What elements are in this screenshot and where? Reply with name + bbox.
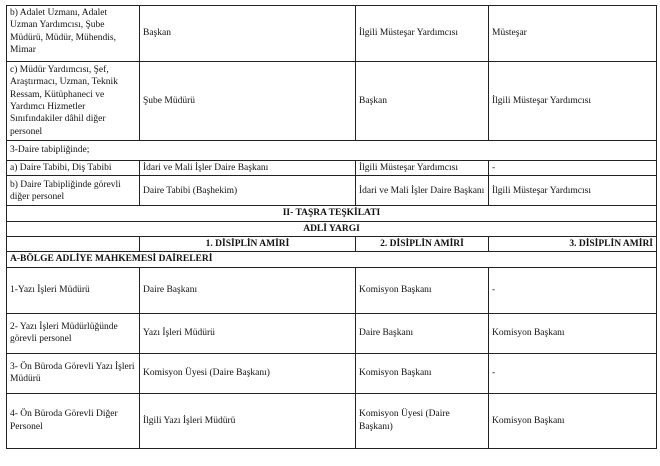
second-superior-cell: Komisyon Başkanı <box>356 267 489 313</box>
table-row <box>7 353 657 393</box>
first-superior-cell: Komisyon Üyesi (Daire Başkanı) <box>140 353 356 393</box>
third-superior-cell: - <box>489 353 657 393</box>
first-superior-cell: Daire Tabibi (Başhekim) <box>140 176 356 206</box>
position-cell: a) Daire Tabibi, Diş Tabibi <box>7 161 140 176</box>
table-row <box>7 267 657 313</box>
header-blank-cell <box>7 237 140 252</box>
position-cell: 4- Ön Büroda Görevli Diğer Personel <box>7 393 140 448</box>
first-superior-cell: Başkan <box>140 6 356 62</box>
discipline-table <box>6 5 657 449</box>
table-row <box>7 62 657 141</box>
position-cell: b) Daire Tabipliğinde görevli diğer personel <box>7 176 140 206</box>
position-cell: c) Müdür Yardımcısı, Şef, Araştırmacı, Uzman, Teknik Ressam, Kütüphaneci ve Yardımcı Hizmetler Sınıfındakiler dâhil diğer personel <box>7 62 140 141</box>
position-cell: b) Adalet Uzmanı, Adalet Uzman Yardımcısı, Şube Müdürü, Müdür, Mühendis, Mimar <box>7 6 140 62</box>
first-superior-cell: Yazı İşleri Müdürü <box>140 313 356 353</box>
third-superior-cell: Komisyon Başkanı <box>489 313 657 353</box>
header-amir-2: 2. DİSİPLİN AMİRİ <box>356 237 489 252</box>
position-cell: 3- Ön Büroda Görevli Yazı İşleri Müdürü <box>7 353 140 393</box>
third-superior-cell: Müsteşar <box>489 6 657 62</box>
second-superior-cell: İdari ve Mali İşler Daire Başkanı <box>356 176 489 206</box>
second-superior-cell: Komisyon Başkanı <box>356 353 489 393</box>
section-heading-daire: 3-Daire tabipliğinde; <box>7 141 657 161</box>
first-superior-cell: Daire Başkanı <box>140 267 356 313</box>
header-amir-3: 3. DİSİPLİN AMİRİ <box>489 237 657 252</box>
third-superior-cell: - <box>489 161 657 176</box>
first-superior-cell: Şube Müdürü <box>140 62 356 141</box>
position-cell: 2- Yazı İşleri Müdürlüğünde görevli personel <box>7 313 140 353</box>
section-heading-tasra: II- TAŞRA TEŞKİLATI <box>7 206 657 221</box>
section-row <box>7 141 657 161</box>
section-row <box>7 221 657 236</box>
header-amir-1: 1. DİSİPLİN AMİRİ <box>140 237 356 252</box>
second-superior-cell: Daire Başkanı <box>356 313 489 353</box>
section-row <box>7 206 657 221</box>
second-superior-cell: Başkan <box>356 62 489 141</box>
table-row <box>7 313 657 353</box>
header-row <box>7 237 657 252</box>
table-row <box>7 176 657 206</box>
table-row <box>7 161 657 176</box>
table-row <box>7 6 657 62</box>
third-superior-cell: İlgili Müsteşar Yardımcısı <box>489 62 657 141</box>
second-superior-cell: İlgili Müsteşar Yardımcısı <box>356 6 489 62</box>
table-row <box>7 393 657 448</box>
third-superior-cell: İlgili Müsteşar Yardımcısı <box>489 176 657 206</box>
third-superior-cell: - <box>489 267 657 313</box>
first-superior-cell: İlgili Yazı İşleri Müdürü <box>140 393 356 448</box>
third-superior-cell: Komisyon Başkanı <box>489 393 657 448</box>
section-heading-bolge: A-BÖLGE ADLİYE MAHKEMESİ DAİRELERİ <box>7 252 657 267</box>
section-heading-adli-yargi: ADLİ YARGI <box>7 221 657 236</box>
section-row <box>7 252 657 267</box>
second-superior-cell: Komisyon Üyesi (Daire Başkanı) <box>356 393 489 448</box>
position-cell: 1-Yazı İşleri Müdürü <box>7 267 140 313</box>
first-superior-cell: İdari ve Mali İşler Daire Başkanı <box>140 161 356 176</box>
second-superior-cell: İlgili Müsteşar Yardımcısı <box>356 161 489 176</box>
